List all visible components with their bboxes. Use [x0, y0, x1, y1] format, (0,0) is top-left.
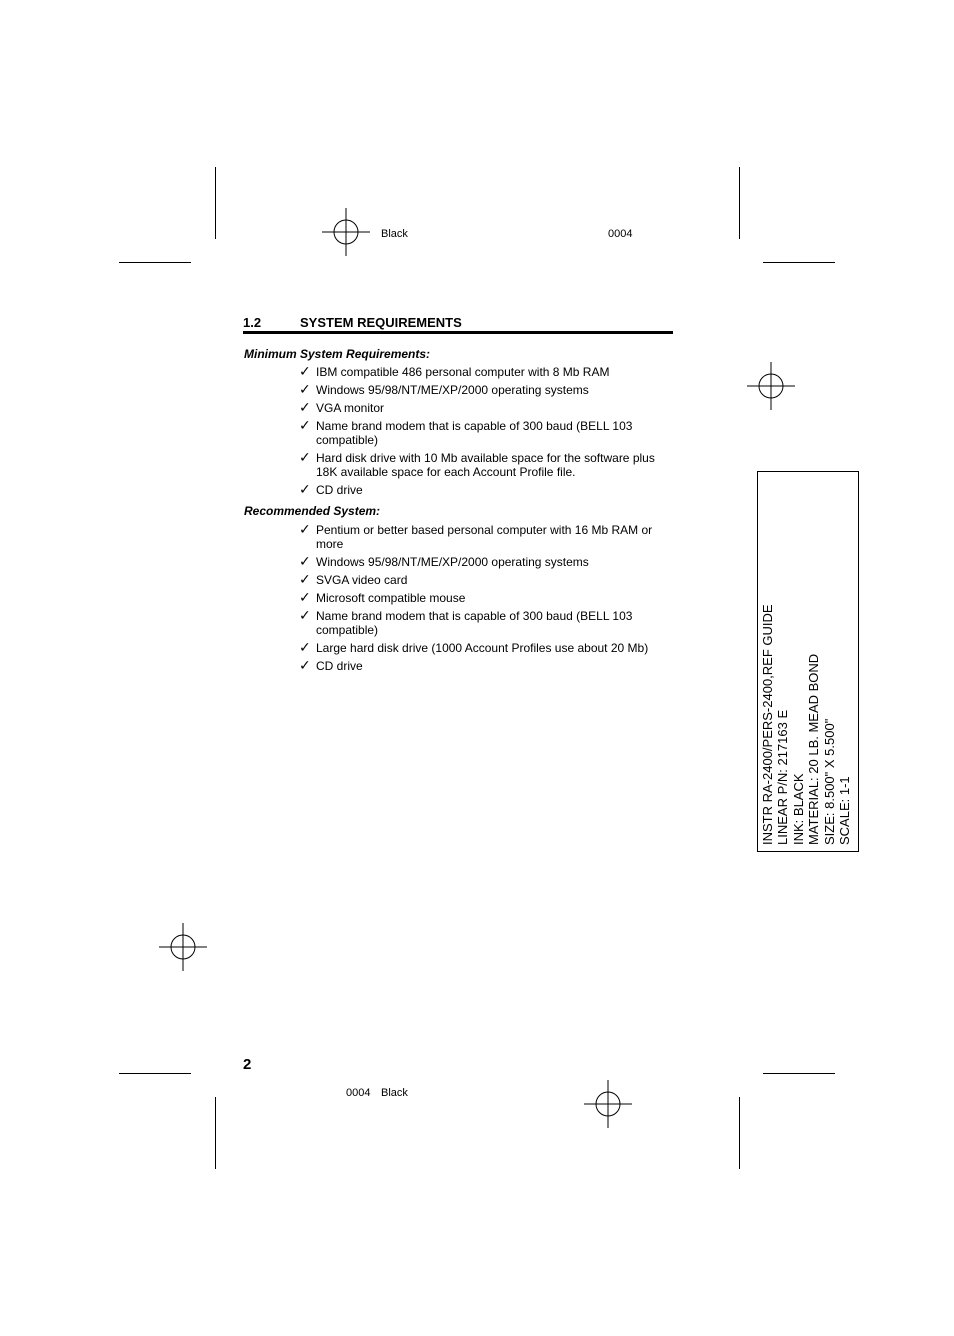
spec-line: MATERIAL: 20 LB. MEAD BOND [806, 653, 822, 845]
list-item-text: Hard disk drive with 10 Mb available space for the software plus 18K available space for each Account Profile file. [316, 451, 655, 479]
slug-top-color: Black [381, 228, 408, 240]
list-item-text: Windows 95/98/NT/ME/XP/2000 operating systems [316, 555, 589, 569]
registration-mark-icon [747, 362, 795, 410]
crop-mark-bottom-left-horizontal [119, 1073, 191, 1074]
spec-line: SIZE: 8.500" X 5.500" [821, 718, 837, 845]
spec-line: SCALE: 1-1 [837, 776, 853, 845]
list-item [299, 555, 659, 569]
spec-text [760, 604, 852, 845]
list-item [299, 641, 659, 655]
list-item [299, 451, 659, 479]
list-item [299, 419, 659, 447]
list-item [299, 365, 659, 379]
list-item [299, 591, 659, 605]
checkmark-icon: ✓ [299, 658, 311, 674]
checkmark-icon: ✓ [299, 640, 311, 656]
registration-mark-icon [322, 208, 370, 256]
checkmark-icon: ✓ [299, 522, 311, 538]
crop-mark-top-left-vertical [215, 167, 216, 239]
list-item-text: Name brand modem that is capable of 300 baud (BELL 103 compatible) [316, 609, 633, 637]
spec-line: INK: BLACK [790, 773, 806, 845]
list-item-text: VGA monitor [316, 401, 385, 415]
recommended-system-list [299, 523, 659, 677]
list-item-text: Windows 95/98/NT/ME/XP/2000 operating systems [316, 383, 589, 397]
list-item [299, 523, 659, 551]
minimum-requirements-list [299, 365, 659, 501]
list-item [299, 383, 659, 397]
list-item-text: SVGA video card [316, 573, 408, 587]
section-heading [243, 315, 673, 334]
list-item [299, 609, 659, 637]
list-item-text: Microsoft compatible mouse [316, 591, 466, 605]
slug-top-code: 0004 [608, 228, 633, 240]
checkmark-icon: ✓ [299, 450, 311, 466]
checkmark-icon: ✓ [299, 590, 311, 606]
minimum-requirements-heading: Minimum System Requirements: [244, 347, 431, 361]
spec-line: INSTR RA-2400/PERS-2400,REF GUIDE [760, 604, 775, 845]
list-item [299, 401, 659, 415]
slug-bottom-code: 0004 [346, 1087, 371, 1099]
list-item-text: IBM compatible 486 personal computer with 8 Mb RAM [316, 365, 610, 379]
slug-bottom-color: Black [381, 1087, 408, 1099]
list-item-text: CD drive [316, 483, 363, 497]
checkmark-icon: ✓ [299, 554, 311, 570]
page-number: 2 [243, 1056, 252, 1073]
checkmark-icon: ✓ [299, 382, 311, 398]
list-item-text: CD drive [316, 659, 363, 673]
crop-mark-top-left-horizontal [119, 262, 191, 263]
registration-mark-icon [584, 1080, 632, 1128]
section-title: SYSTEM REQUIREMENTS [300, 315, 462, 330]
list-item-text: Large hard disk drive (1000 Account Profiles use about 20 Mb) [316, 641, 649, 655]
recommended-system-heading: Recommended System: [244, 504, 381, 518]
list-item-text: Pentium or better based personal computer with 16 Mb RAM or more [316, 523, 653, 551]
list-item [299, 659, 659, 673]
list-item-text: Name brand modem that is capable of 300 baud (BELL 103 compatible) [316, 419, 633, 447]
crop-mark-top-right-horizontal [763, 262, 835, 263]
registration-mark-icon [159, 923, 207, 971]
crop-mark-top-right-vertical [739, 167, 740, 239]
crop-mark-bottom-right-horizontal [763, 1073, 835, 1074]
checkmark-icon: ✓ [299, 572, 311, 588]
spec-line: LINEAR P/N: 217163 E [775, 709, 791, 845]
checkmark-icon: ✓ [299, 364, 311, 380]
list-item [299, 573, 659, 587]
crop-mark-bottom-left-vertical [215, 1097, 216, 1169]
list-item [299, 483, 659, 497]
checkmark-icon: ✓ [299, 482, 311, 498]
section-number: 1.2 [243, 315, 262, 330]
crop-mark-bottom-right-vertical [739, 1097, 740, 1169]
checkmark-icon: ✓ [299, 608, 311, 624]
checkmark-icon: ✓ [299, 418, 311, 434]
checkmark-icon: ✓ [299, 400, 311, 416]
